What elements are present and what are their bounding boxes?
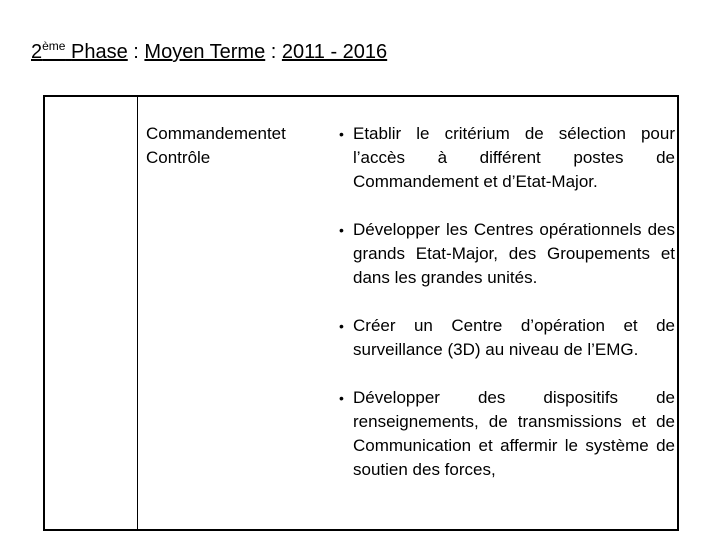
slide-title <box>31 40 387 64</box>
title-separator-1: : <box>127 41 145 63</box>
bullet-icon: • <box>339 222 344 238</box>
phase-ordinal: ème <box>42 39 66 53</box>
bullet-icon: • <box>339 390 344 406</box>
column-divider <box>137 95 138 531</box>
list-item-text: Créer un Centre d’opération et de surveillance (3D) au niveau de l’EMG. <box>353 316 675 359</box>
objectives-list <box>337 122 675 506</box>
list-item-text: Etablir le critérium de sélection pour l’accès à différent postes de Commandement et d’Etat-Major. <box>353 124 675 191</box>
year-range: 2011 - 2016 <box>281 41 388 63</box>
list-item <box>337 314 675 362</box>
bullet-icon: • <box>339 126 344 142</box>
list-item-text: Développer des dispositifs de renseignements, de transmissions et de Communication et affermir le système de soutien des forces, <box>353 388 675 479</box>
phase-word: Phase <box>71 41 128 63</box>
row-heading-line-2: Contrôle <box>146 148 211 167</box>
row-heading-line-1: Commandementet <box>146 124 286 143</box>
list-item <box>337 122 675 194</box>
phase-label <box>31 41 128 63</box>
list-item <box>337 218 675 290</box>
bullet-icon: • <box>339 318 344 334</box>
phase-number: 2 <box>31 41 43 63</box>
content-table <box>43 95 679 531</box>
list-item <box>337 386 675 482</box>
row-heading <box>146 122 286 170</box>
term-label: Moyen Terme <box>144 41 266 63</box>
list-item-text: Développer les Centres opérationnels des grands Etat-Major, des Groupements et dans les grandes unités. <box>353 220 675 287</box>
title-separator-2: : <box>265 41 282 63</box>
